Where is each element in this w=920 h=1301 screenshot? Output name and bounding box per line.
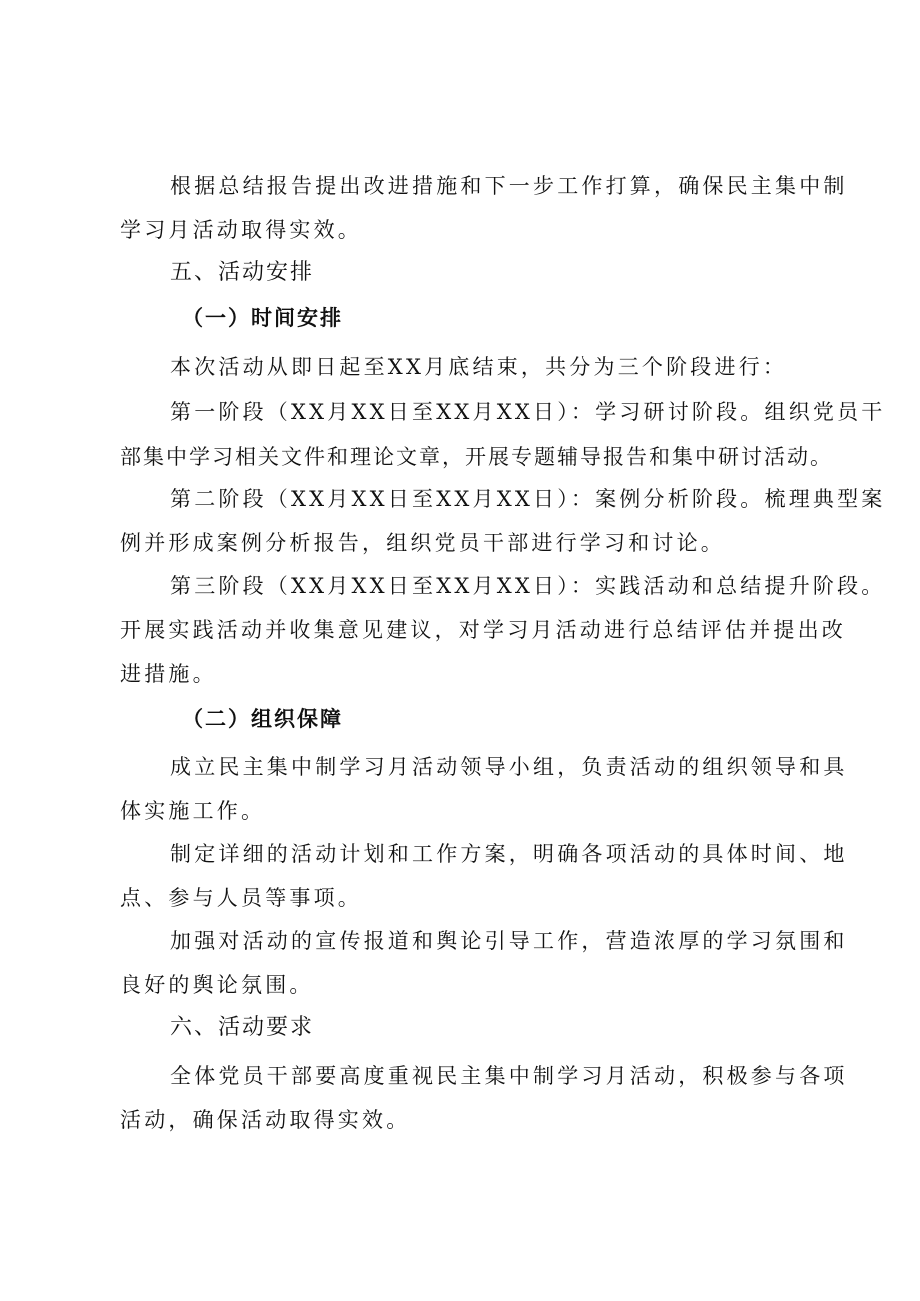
requirements-paragraph-line: 活动，确保活动取得实效。 [120, 1108, 411, 1132]
organization-paragraph-line: 体实施工作。 [120, 799, 266, 823]
section-title-activity-requirements: 六、活动要求 [170, 1015, 315, 1040]
schedule-intro: 本次活动从即日起至XX月底结束，共分为三个阶段进行： [170, 355, 788, 379]
requirements-paragraph-line: 全体党员干部要高度重视民主集中制学习月活动，积极参与各项 [170, 1064, 848, 1088]
organization-paragraph-line: 成立民主集中制学习月活动领导小组，负责活动的组织领导和具 [170, 755, 848, 779]
stage-2-line: 例并形成案例分析报告，组织党员干部进行学习和讨论。 [120, 531, 725, 555]
stage-2-line: 第二阶段（XX月XX日至XX月XX日）：案例分析阶段。梳理典型案 [170, 487, 886, 511]
paragraph-line: 根据总结报告提出改进措施和下一步工作打算，确保民主集中制 [170, 174, 848, 198]
section-title-activity-arrangement: 五、活动安排 [170, 260, 315, 285]
subsection-title-schedule: （一）时间安排 [182, 306, 343, 330]
subsection-title-organization: （二）组织保障 [182, 707, 343, 731]
stage-3-line: 进措施。 [120, 662, 217, 686]
stage-1-line: 部集中学习相关文件和理论文章，开展专题辅导报告和集中研讨活动。 [120, 445, 833, 469]
stage-3-line: 开展实践活动并收集意见建议，对学习月活动进行总结评估并提出改 [120, 618, 846, 642]
organization-paragraph-line: 加强对活动的宣传报道和舆论引导工作，营造浓厚的学习氛围和 [170, 929, 848, 953]
organization-paragraph-line: 良好的舆论氛围。 [120, 973, 314, 997]
organization-paragraph-line: 点、参与人员等事项。 [120, 886, 362, 910]
stage-3-line: 第三阶段（XX月XX日至XX月XX日）：实践活动和总结提升阶段。 [170, 574, 886, 598]
paragraph-line: 学习月活动取得实效。 [120, 218, 362, 242]
stage-1-line: 第一阶段（XX月XX日至XX月XX日）：学习研讨阶段。组织党员干 [170, 400, 886, 424]
organization-paragraph-line: 制定详细的活动计划和工作方案，明确各项活动的具体时间、地 [170, 842, 848, 866]
